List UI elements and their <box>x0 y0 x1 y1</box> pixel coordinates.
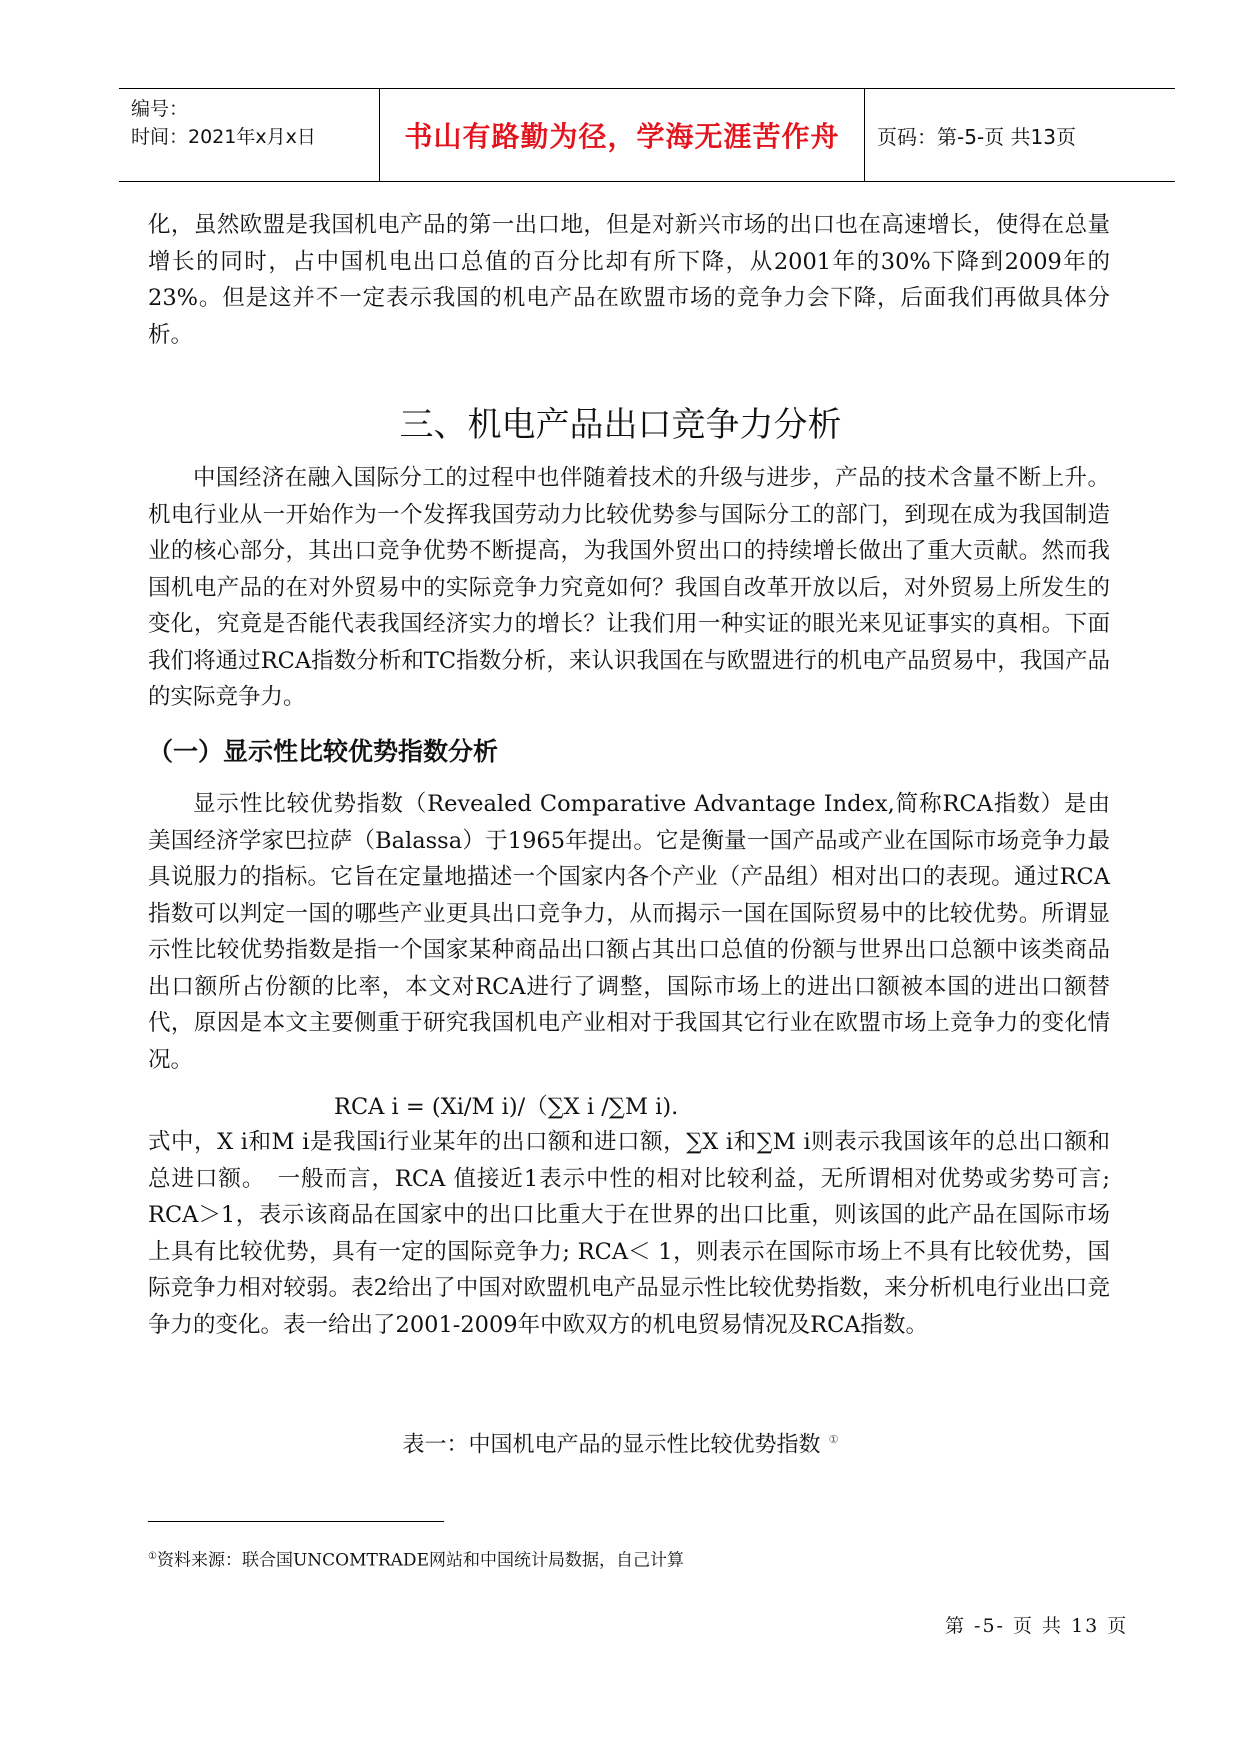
caption-footnote-mark: ① <box>828 1433 839 1446</box>
header-motto: 书山有路勤为径，学海无涯苦作舟 <box>404 120 840 153</box>
page-footer: 第 -5- 页 共 13 页 <box>945 1615 1129 1637</box>
footnote <box>148 1545 684 1573</box>
footnote-text: 资料来源：联合国UNCOMTRADE网站和中国统计局数据，自己计算 <box>156 1550 684 1571</box>
header-page-info: 页码：第-5-页 共13页 <box>877 124 1076 149</box>
header-time: 时间：2021年x月x日 <box>131 126 316 148</box>
table-caption <box>0 1424 1241 1461</box>
footnote-divider <box>148 1521 444 1522</box>
footnote-mark: ① <box>148 1551 157 1562</box>
header-number: 编号： <box>131 98 189 120</box>
rca-formula: RCA i = (Xi/M i)/（∑X i /∑M i). <box>334 1094 679 1120</box>
subsection-title: （一）显示性比较优势指数分析 <box>148 737 499 766</box>
explanation-paragraph: 式中，X i和M i是我国i行业某年的出口额和进口额，∑X i和∑M i则表示我国该年的总出口额和总进口额。 一般而言，RCA 值接近1表示中性的相对比较利益，无所谓相对优势或劣势可言; RCA＞1，表示该商品在国家中的出口比重大于在世界的出口比重，则该国的此产品在国际市场上具有比较优势，具有一定的国际竞争力; RCA＜ 1，则表示在国际市场上不具有比较优势，国际竞争力相对较弱。表2给出了中国对欧盟机电产品显示性比较优势指数，来分析机电行业出口竞争力的变化。表一给出了2001-2009年中欧双方的机电贸易情况及RCA指数。 <box>148 1129 1110 1338</box>
table-caption-text: 表一：中国机电产品的显示性比较优势指数 <box>402 1432 821 1458</box>
section-paragraph: 中国经济在融入国际分工的过程中也伴随着技术的升级与进步，产品的技术含量不断上升。机电行业从一开始作为一个发挥我国劳动力比较优势参与国际分工的部门，到现在成为我国制造业的核心部分，其出口竞争优势不断提高，为我国外贸出口的持续增长做出了重大贡献。然而我国机电产品的在对外贸易中的实际竞争力究竟如何？我国自改革开放以后，对外贸易上所发生的变化，究竟是否能代表我国经济实力的增长？让我们用一种实证的眼光来见证事实的真相。下面我们将通过RCA指数分析和TC指数分析，来认识我国在与欧盟进行的机电产品贸易中，我国产品的实际竞争力。 <box>148 465 1110 710</box>
rca-paragraph: 显示性比较优势指数（Revealed Comparative Advantage Index,简称RCA指数）是由美国经济学家巴拉萨（Balassa）于1965年提出。它是衡量一国产品或产业在国际市场竞争力最具说服力的指标。它旨在定量地描述一个国家内各个产业（产品组）相对出口的表现。通过RCA指数可以判定一国的哪些产业更具出口竞争力，从而揭示一国在国际贸易中的比较优势。所谓显示性比较优势指数是指一个国家某种商品出口额占其出口总值的份额与世界出口总额中该类商品出口额所占份额的比率，本文对RCA进行了调整，国际市场上的进出口额被本国的进出口额替代，原因是本文主要侧重于研究我国机电产业相对于我国其它行业在欧盟市场上竞争力的变化情况。 <box>148 791 1110 1073</box>
page-header <box>119 88 1175 182</box>
section-title: 三、机电产品出口竞争力分析 <box>399 405 842 445</box>
header-meta <box>119 89 379 181</box>
intro-paragraph: 化，虽然欧盟是我国机电产品的第一出口地，但是对新兴市场的出口也在高速增长，使得在总量增长的同时，占中国机电出口总值的百分比却有所下降，从2001年的30%下降到2009年的23%。但是这并不一定表示我国的机电产品在欧盟市场的竞争力会下降，后面我们再做具体分析。 <box>148 212 1110 348</box>
header-motto-cell <box>379 89 865 181</box>
